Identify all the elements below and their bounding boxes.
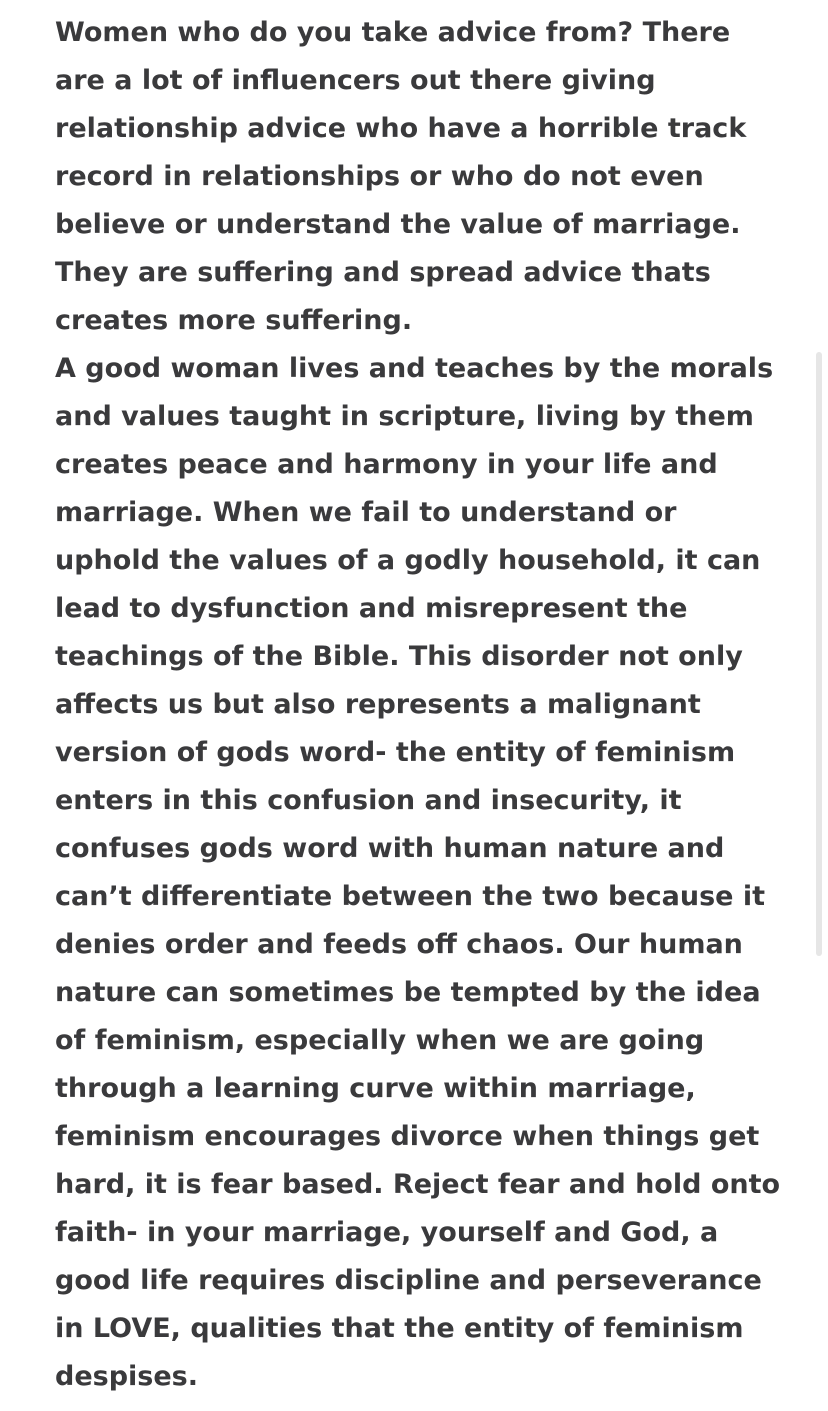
note-line-10: creates peace and harmony in your life and bbox=[55, 449, 718, 480]
note-line-16: version of gods word- the entity of feminism bbox=[55, 737, 736, 768]
note-line-23: through a learning curve within marriage, bbox=[55, 1073, 696, 1104]
note-line-20: denies order and feeds off chaos. Our human bbox=[55, 929, 743, 960]
note-line-25: hard, it is fear based. Reject fear and hold onto bbox=[55, 1169, 781, 1200]
note-line-17: enters in this confusion and insecurity, it bbox=[55, 785, 682, 816]
note-line-9: and values taught in scripture, living by them bbox=[55, 401, 754, 432]
note-line-22: of feminism, especially when we are going bbox=[55, 1025, 705, 1056]
note-line-2: are a lot of influencers out there giving bbox=[55, 65, 656, 96]
note-line-15: affects us but also represents a malignant bbox=[55, 689, 701, 720]
note-line-19: can’t differentiate between the two because it bbox=[55, 881, 766, 912]
note-line-14: teachings of the Bible. This disorder not only bbox=[55, 641, 743, 672]
note-line-3: relationship advice who have a horrible track bbox=[55, 113, 747, 144]
note-line-28: in LOVE, qualities that the entity of feminism bbox=[55, 1313, 744, 1344]
note-line-12: uphold the values of a godly household, it can bbox=[55, 545, 761, 576]
note-line-7: creates more suffering. bbox=[55, 305, 413, 336]
note-line-24: feminism encourages divorce when things get bbox=[55, 1121, 760, 1152]
note-line-4: record in relationships or who do not even bbox=[55, 161, 704, 192]
note-line-1: Women who do you take advice from? There bbox=[55, 17, 731, 48]
scrollbar[interactable] bbox=[816, 352, 822, 956]
note-line-11: marriage. When we fail to understand or bbox=[55, 497, 677, 528]
note-line-21: nature can sometimes be tempted by the idea bbox=[55, 977, 761, 1008]
note-line-26: faith- in your marriage, yourself and God, a bbox=[55, 1217, 719, 1248]
note-body[interactable] bbox=[55, 9, 795, 1401]
note-line-13: lead to dysfunction and misrepresent the bbox=[55, 593, 688, 624]
note-line-18: confuses gods word with human nature and bbox=[55, 833, 725, 864]
note-line-29: despises. bbox=[55, 1361, 199, 1392]
note-line-27: good life requires discipline and perseverance bbox=[55, 1265, 762, 1296]
note-line-5: believe or understand the value of marriage. bbox=[55, 209, 741, 240]
note-line-8: A good woman lives and teaches by the morals bbox=[55, 353, 774, 384]
note-line-6: They are suffering and spread advice thats bbox=[55, 257, 711, 288]
